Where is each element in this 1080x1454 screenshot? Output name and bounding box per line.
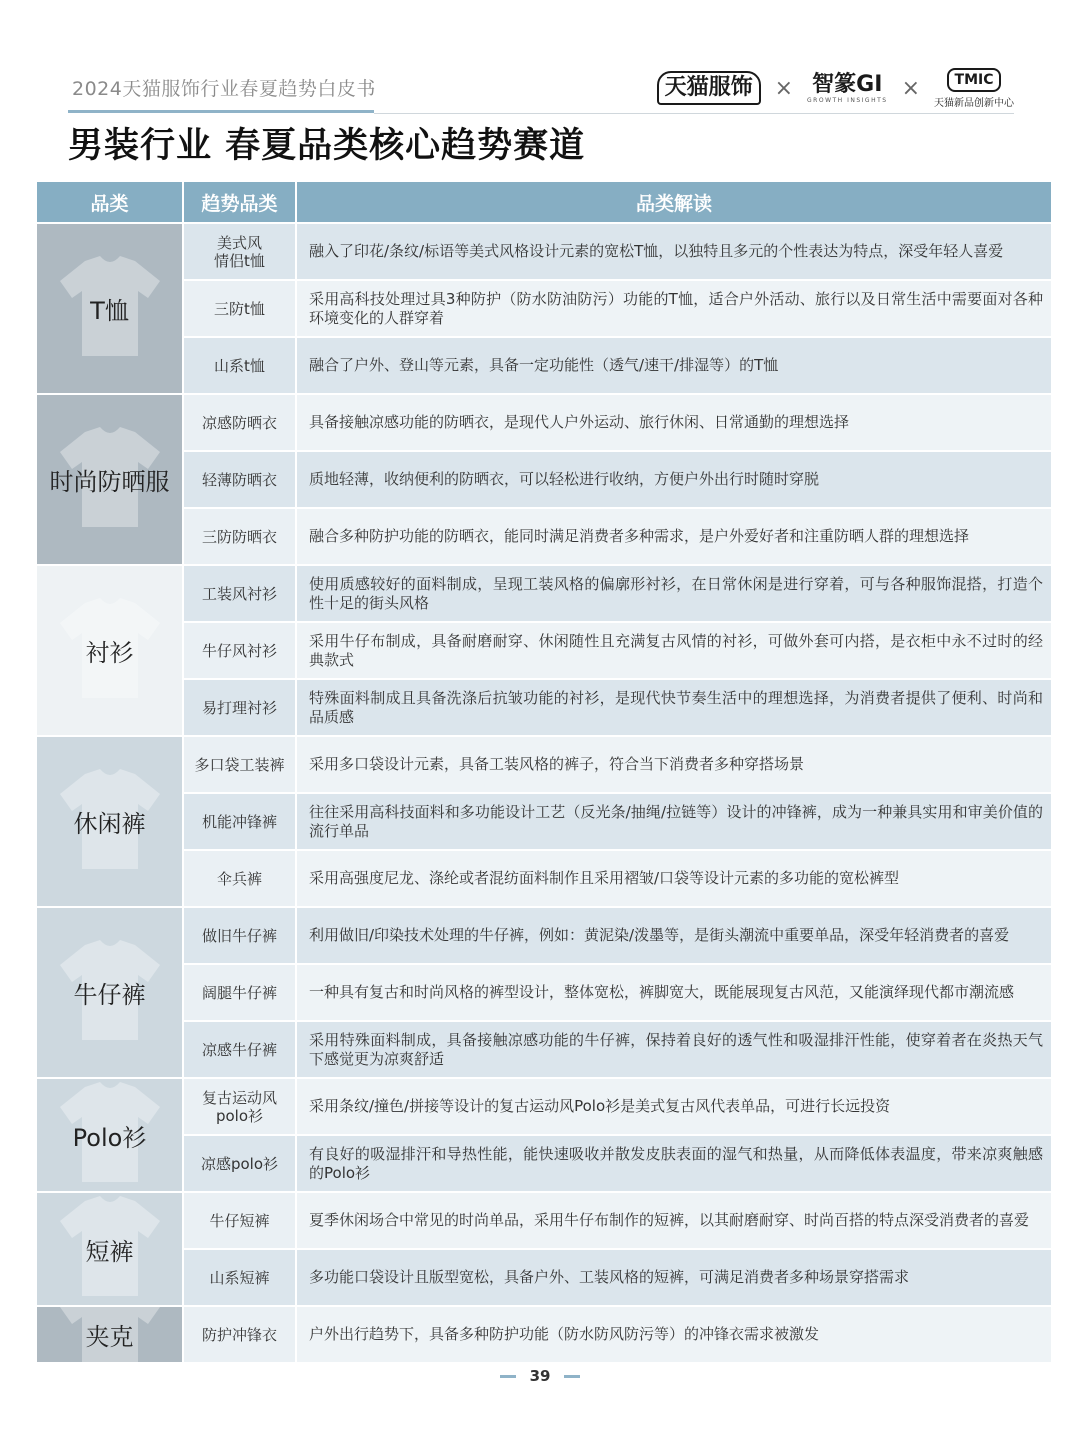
column-header-trend: 趋势品类 <box>184 182 297 224</box>
description-cell: 利用做旧/印染技术处理的牛仔裤，例如：黄泥染/泼墨等，是街头潮流中重要单品，深受年轻消费者的喜爱 <box>297 908 1051 965</box>
trend-category-label: 凉感牛仔裤 <box>201 1040 277 1059</box>
trend-category-cell <box>184 224 297 281</box>
tmall-fashion-logo: 天猫服饰 <box>657 71 761 105</box>
category-label: Polo衫 <box>72 1123 147 1152</box>
category-cell <box>37 395 184 566</box>
table-row <box>37 338 1051 395</box>
category-label: T恤 <box>90 297 129 325</box>
table-row <box>37 1193 1051 1250</box>
trend-category-cell <box>184 851 297 908</box>
trend-category-cell <box>184 281 297 338</box>
trend-category-label: 防护冲锋衣 <box>201 1325 277 1344</box>
trend-category-label: 机能冲锋裤 <box>201 812 277 831</box>
column-header-category: 品类 <box>37 182 184 224</box>
description-cell: 户外出行趋势下，具备多种防护功能（防水防风防污等）的冲锋衣需求被激发 <box>297 1307 1051 1364</box>
category-cell <box>37 1079 184 1193</box>
trend-category-cell <box>184 509 297 566</box>
trend-category-cell <box>184 965 297 1022</box>
tmic-logo <box>934 68 1014 109</box>
trend-category-cell <box>184 1193 297 1250</box>
trend-category-label: 牛仔风衬衫 <box>201 641 277 660</box>
description-cell: 采用条纹/撞色/拼接等设计的复古运动风Polo衫是美式复古风代表单品，可进行长远投资 <box>297 1079 1051 1136</box>
trend-category-cell <box>184 338 297 395</box>
table-row <box>37 281 1051 338</box>
description-cell: 采用特殊面料制成，具备接触凉感功能的牛仔裤，保持着良好的透气性和吸湿排汗性能，使穿着者在炎热天气下感觉更为凉爽舒适 <box>297 1022 1051 1079</box>
description-cell: 采用牛仔布制成，具备耐磨耐穿、休闲随性且充满复古风情的衬衫，可做外套可内搭，是衣柜中永不过时的经典款式 <box>297 623 1051 680</box>
category-label: 牛仔裤 <box>73 981 146 1009</box>
trend-category-label: 阔腿牛仔裤 <box>201 983 277 1002</box>
trend-category-cell <box>184 1307 297 1364</box>
category-label: 夹克 <box>85 1323 134 1351</box>
table-row <box>37 509 1051 566</box>
table-row <box>37 1136 1051 1193</box>
table-row <box>37 1079 1051 1136</box>
category-label: 衬衫 <box>85 639 134 667</box>
growth-insights-logo-sub: GROWTH INSIGHTS <box>807 96 888 104</box>
description-cell: 融入了印花/条纹/标语等美式风格设计元素的宽松T恤，以独特且多元的个性表达为特点，深受年轻人喜爱 <box>297 224 1051 281</box>
description-cell: 具备接触凉感功能的防晒衣，是现代人户外运动、旅行休闲、日常通勤的理想选择 <box>297 395 1051 452</box>
description-cell: 有良好的吸湿排汗和导热性能，能快速吸收并散发皮肤表面的湿气和热量，从而降低体表温度，带来凉爽触感的Polo衫 <box>297 1136 1051 1193</box>
description-cell: 一种具有复古和时尚风格的裤型设计，整体宽松，裤脚宽大，既能展现复古风范，又能演绎现代都市潮流感 <box>297 965 1051 1022</box>
logo-separator: × <box>774 75 794 101</box>
category-cell <box>37 908 184 1079</box>
table-row <box>37 566 1051 623</box>
table-header-row <box>37 182 1051 224</box>
page-number: 39 <box>529 1367 551 1385</box>
trend-category-cell <box>184 680 297 737</box>
description-cell: 采用高科技处理过具3种防护（防水防油防污）功能的T恤，适合户外活动、旅行以及日常生活中需要面对各种环境变化的人群穿着 <box>297 281 1051 338</box>
trend-category-cell <box>184 1136 297 1193</box>
table-row <box>37 452 1051 509</box>
trend-category-cell <box>184 1079 297 1136</box>
trend-category-label: 山系t恤 <box>214 356 265 375</box>
description-cell: 夏季休闲场合中常见的时尚单品，采用牛仔布制作的短裤，以其耐磨耐穿、时尚百搭的特点深受消费者的喜爱 <box>297 1193 1051 1250</box>
footer-dash-right <box>564 1375 580 1378</box>
description-cell: 采用高强度尼龙、涤纶或者混纺面料制作且采用褶皱/口袋等设计元素的多功能的宽松裤型 <box>297 851 1051 908</box>
document-title: 2024天猫服饰行业春夏趋势白皮书 <box>72 78 376 100</box>
category-cell <box>37 566 184 737</box>
category-cell <box>37 224 184 395</box>
trend-category-label: 牛仔短裤 <box>209 1211 270 1230</box>
table-row <box>37 851 1051 908</box>
column-header-description: 品类解读 <box>297 182 1051 224</box>
trend-category-label: 美式风 情侣t恤 <box>214 233 265 270</box>
trend-category-cell <box>184 623 297 680</box>
trend-table <box>37 182 1051 1364</box>
table-row <box>37 1022 1051 1079</box>
description-cell: 质地轻薄，收纳便利的防晒衣，可以轻松进行收纳，方便户外出行时随时穿脱 <box>297 452 1051 509</box>
trend-category-label: 三防t恤 <box>214 299 265 318</box>
description-cell: 特殊面料制成且具备洗涤后抗皱功能的衬衫，是现代快节奏生活中的理想选择，为消费者提供了便利、时尚和品质感 <box>297 680 1051 737</box>
growth-insights-logo-main: 智篆GI <box>812 71 883 97</box>
page-footer <box>0 1364 1080 1388</box>
trend-category-label: 轻薄防晒衣 <box>201 470 277 489</box>
trend-category-cell <box>184 566 297 623</box>
table-row <box>37 623 1051 680</box>
table-row <box>37 680 1051 737</box>
trend-category-label: 工装风衬衫 <box>201 584 277 603</box>
trend-category-label: 易打理衬衫 <box>201 698 277 717</box>
trend-category-label: 凉感polo衫 <box>200 1154 279 1173</box>
description-cell: 融合多种防护功能的防晒衣，能同时满足消费者多种需求，是户外爱好者和注重防晒人群的理想选择 <box>297 509 1051 566</box>
category-cell <box>37 737 184 908</box>
trend-category-label: 多口袋工装裤 <box>194 755 285 774</box>
trend-category-label: 伞兵裤 <box>216 869 262 888</box>
page-title: 男装行业 春夏品类核心趋势赛道 <box>68 126 586 166</box>
table-row <box>37 395 1051 452</box>
table-row <box>37 908 1051 965</box>
table-row <box>37 1307 1051 1364</box>
trend-category-cell <box>184 1250 297 1307</box>
trend-category-cell <box>184 737 297 794</box>
tmic-logo-main: TMIC <box>947 68 1002 92</box>
title-underline <box>68 110 374 113</box>
trend-category-label: 山系短裤 <box>209 1268 270 1287</box>
trend-table-container <box>37 182 1051 1364</box>
category-label: 休闲裤 <box>73 810 146 838</box>
trend-category-cell <box>184 452 297 509</box>
trend-category-label: 做旧牛仔裤 <box>201 926 277 945</box>
table-row <box>37 737 1051 794</box>
growth-insights-logo <box>807 73 888 104</box>
table-row <box>37 794 1051 851</box>
page-header <box>0 0 1080 120</box>
trend-category-label: 复古运动风 polo衫 <box>201 1088 277 1125</box>
category-cell <box>37 1307 184 1364</box>
trend-category-cell <box>184 395 297 452</box>
table-body <box>37 224 1051 1364</box>
table-row <box>37 965 1051 1022</box>
description-cell: 使用质感较好的面料制成，呈现工装风格的偏廓形衬衫，在日常休闲是进行穿着，可与各种服饰混搭，打造个性十足的街头风格 <box>297 566 1051 623</box>
description-cell: 多功能口袋设计且版型宽松，具备户外、工装风格的短裤，可满足消费者多种场景穿搭需求 <box>297 1250 1051 1307</box>
table-row <box>37 224 1051 281</box>
trend-category-cell <box>184 794 297 851</box>
trend-category-cell <box>184 1022 297 1079</box>
tmic-logo-sub: 天猫新品创新中心 <box>934 97 1014 109</box>
description-cell: 往往采用高科技面料和多功能设计工艺（反光条/抽绳/拉链等）设计的冲锋裤，成为一种兼具实用和审美价值的流行单品 <box>297 794 1051 851</box>
logo-separator: × <box>901 75 920 101</box>
category-label: 短裤 <box>85 1237 134 1266</box>
trend-category-label: 三防防晒衣 <box>201 527 277 546</box>
description-cell: 采用多口袋设计元素，具备工装风格的裤子，符合当下消费者多种穿搭场景 <box>297 737 1051 794</box>
partner-logos <box>657 62 1014 114</box>
footer-dash-left <box>500 1375 516 1378</box>
trend-category-label: 凉感防晒衣 <box>201 413 277 432</box>
description-cell: 融合了户外、登山等元素，具备一定功能性（透气/速干/排湿等）的T恤 <box>297 338 1051 395</box>
trend-category-cell <box>184 908 297 965</box>
category-cell <box>37 1193 184 1307</box>
category-label: 时尚防晒服 <box>49 468 170 496</box>
table-row <box>37 1250 1051 1307</box>
